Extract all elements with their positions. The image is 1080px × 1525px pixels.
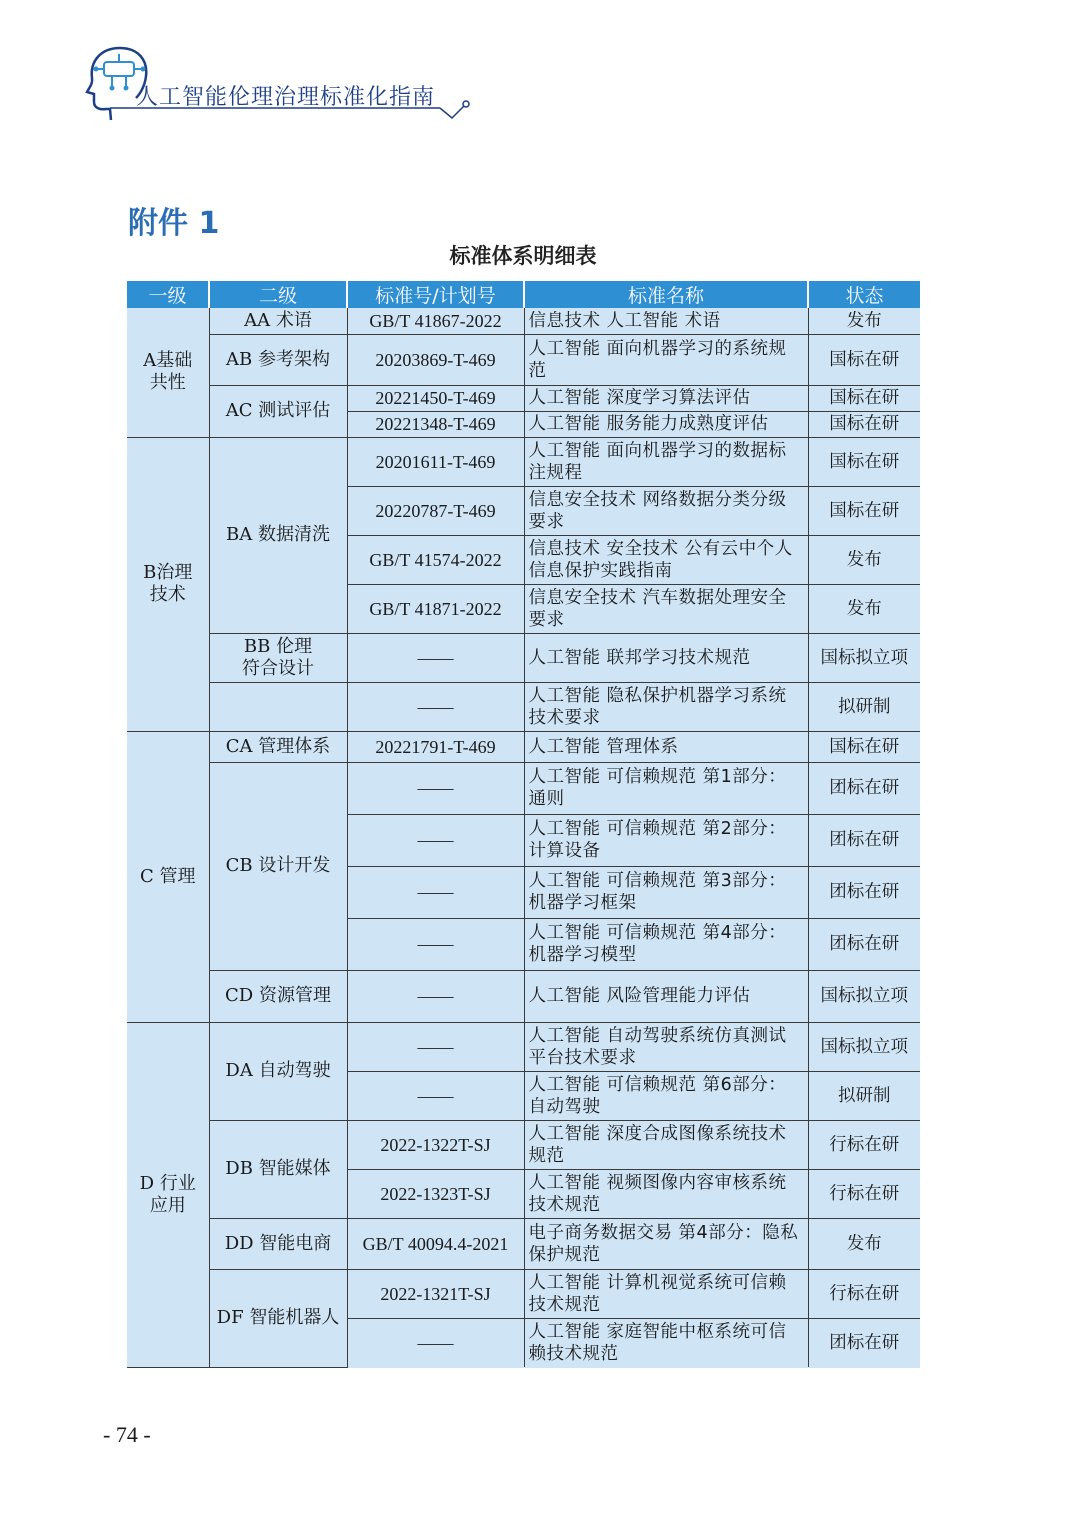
standard-name: 信息技术 安全技术 公有云中个人信息保护实践指南 <box>524 535 808 584</box>
table-row <box>127 437 920 486</box>
subgroup-cd: CD 资源管理 <box>209 970 347 1022</box>
standard-number: GB/T 41871-2022 <box>347 584 524 633</box>
group-c: C 管理 <box>127 731 209 1022</box>
annex-label: 附件 1 <box>128 206 220 241</box>
status-cell: 国标在研 <box>808 486 920 535</box>
status-cell: 团标在研 <box>808 814 920 866</box>
standard-number: —— <box>347 1318 524 1367</box>
subgroup-aa: AA 术语 <box>209 308 347 334</box>
standard-name: 人工智能 深度合成图像系统技术规范 <box>524 1120 808 1169</box>
subgroup-dd: DD 智能电商 <box>209 1218 347 1269</box>
status-cell: 团标在研 <box>808 866 920 918</box>
subgroup-df: DF 智能机器人 <box>209 1269 347 1367</box>
standard-name: 人工智能 自动驾驶系统仿真测试平台技术要求 <box>524 1022 808 1071</box>
status-cell: 拟研制 <box>808 682 920 731</box>
status-cell: 发布 <box>808 584 920 633</box>
standard-name: 人工智能 视频图像内容审核系统技术规范 <box>524 1169 808 1218</box>
subgroup-ac: AC 测试评估 <box>209 385 347 437</box>
standard-number: —— <box>347 1022 524 1071</box>
group-a: A基础 共性 <box>127 308 209 437</box>
subgroup-da: DA 自动驾驶 <box>209 1022 347 1120</box>
status-cell: 拟研制 <box>808 1071 920 1120</box>
table-row <box>127 308 920 334</box>
table-row <box>127 385 920 411</box>
standard-name: 信息技术 人工智能 术语 <box>524 308 808 334</box>
status-cell: 国标在研 <box>808 385 920 411</box>
table-row <box>127 1218 920 1269</box>
standard-name: 人工智能 面向机器学习的系统规范 <box>524 334 808 385</box>
table-row <box>127 970 920 1022</box>
subgroup-empty <box>209 682 347 731</box>
table-header-row <box>127 281 920 308</box>
status-cell: 国标在研 <box>808 411 920 437</box>
standard-number: —— <box>347 682 524 731</box>
header-level2: 二级 <box>209 281 347 308</box>
header-name: 标准名称 <box>524 281 808 308</box>
standard-name: 人工智能 可信赖规范 第4部分：机器学习模型 <box>524 918 808 970</box>
standard-number: —— <box>347 918 524 970</box>
status-cell: 国标在研 <box>808 437 920 486</box>
standard-number: 20203869-T-469 <box>347 334 524 385</box>
status-cell: 国标在研 <box>808 334 920 385</box>
standard-number: 20201611-T-469 <box>347 437 524 486</box>
standard-number: —— <box>347 814 524 866</box>
status-cell: 团标在研 <box>808 1318 920 1367</box>
subgroup-db: DB 智能媒体 <box>209 1120 347 1218</box>
standard-name: 人工智能 可信赖规范 第2部分：计算设备 <box>524 814 808 866</box>
standards-table <box>127 281 920 1368</box>
status-cell: 发布 <box>808 535 920 584</box>
standard-name: 人工智能 计算机视觉系统可信赖技术规范 <box>524 1269 808 1318</box>
standard-name: 人工智能 风险管理能力评估 <box>524 970 808 1022</box>
table-row <box>127 762 920 814</box>
standard-number: —— <box>347 866 524 918</box>
subgroup-ca: CA 管理体系 <box>209 731 347 762</box>
standard-name: 人工智能 可信赖规范 第3部分：机器学习框架 <box>524 866 808 918</box>
status-cell: 国标拟立项 <box>808 1022 920 1071</box>
standard-name: 信息安全技术 汽车数据处理安全要求 <box>524 584 808 633</box>
standard-name: 人工智能 可信赖规范 第6部分：自动驾驶 <box>524 1071 808 1120</box>
header-title: 人工智能伦理治理标准化指南 <box>136 85 436 110</box>
status-cell: 行标在研 <box>808 1169 920 1218</box>
standard-name: 人工智能 管理体系 <box>524 731 808 762</box>
standard-number: —— <box>347 970 524 1022</box>
standard-name: 人工智能 可信赖规范 第1部分：通则 <box>524 762 808 814</box>
table-row <box>127 633 920 682</box>
table-row <box>127 334 920 385</box>
header-status: 状态 <box>808 281 920 308</box>
status-cell: 国标在研 <box>808 731 920 762</box>
standard-number: —— <box>347 1071 524 1120</box>
table-row <box>127 1269 920 1318</box>
table-row <box>127 682 920 731</box>
standard-name: 电子商务数据交易 第4部分：隐私保护规范 <box>524 1218 808 1269</box>
standard-name: 人工智能 面向机器学习的数据标注规程 <box>524 437 808 486</box>
standard-number: 2022-1323T-SJ <box>347 1169 524 1218</box>
status-cell: 行标在研 <box>808 1120 920 1169</box>
standard-name: 人工智能 联邦学习技术规范 <box>524 633 808 682</box>
table-row <box>127 731 920 762</box>
header-number: 标准号/计划号 <box>347 281 524 308</box>
subgroup-cb: CB 设计开发 <box>209 762 347 970</box>
table-title: 标准体系明细表 <box>449 244 597 268</box>
page-header <box>80 40 480 130</box>
standard-number: 20220787-T-469 <box>347 486 524 535</box>
status-cell: 团标在研 <box>808 918 920 970</box>
standard-number: —— <box>347 633 524 682</box>
subgroup-ba: BA 数据清洗 <box>209 437 347 633</box>
standard-number: —— <box>347 762 524 814</box>
status-cell: 国标拟立项 <box>808 970 920 1022</box>
standard-name: 信息安全技术 网络数据分类分级要求 <box>524 486 808 535</box>
standard-number: 20221791-T-469 <box>347 731 524 762</box>
table-row <box>127 1120 920 1169</box>
standard-number: 2022-1321T-SJ <box>347 1269 524 1318</box>
subgroup-bb: BB 伦理 符合设计 <box>209 633 347 682</box>
group-b: B治理 技术 <box>127 437 209 731</box>
standard-number: GB/T 40094.4-2021 <box>347 1218 524 1269</box>
status-cell: 行标在研 <box>808 1269 920 1318</box>
status-cell: 发布 <box>808 1218 920 1269</box>
header-level1: 一级 <box>127 281 209 308</box>
page-number: - 74 - <box>103 1422 151 1447</box>
standard-name: 人工智能 隐私保护机器学习系统技术要求 <box>524 682 808 731</box>
table-row <box>127 1022 920 1071</box>
standard-name: 人工智能 家庭智能中枢系统可信赖技术规范 <box>524 1318 808 1367</box>
standard-number: 2022-1322T-SJ <box>347 1120 524 1169</box>
standard-name: 人工智能 深度学习算法评估 <box>524 385 808 411</box>
standard-name: 人工智能 服务能力成熟度评估 <box>524 411 808 437</box>
standard-number: GB/T 41867-2022 <box>347 308 524 334</box>
standard-number: 20221348-T-469 <box>347 411 524 437</box>
standard-number: GB/T 41574-2022 <box>347 535 524 584</box>
status-cell: 国标拟立项 <box>808 633 920 682</box>
group-d: D 行业 应用 <box>127 1022 209 1367</box>
status-cell: 团标在研 <box>808 762 920 814</box>
status-cell: 发布 <box>808 308 920 334</box>
standard-number: 20221450-T-469 <box>347 385 524 411</box>
subgroup-ab: AB 参考架构 <box>209 334 347 385</box>
